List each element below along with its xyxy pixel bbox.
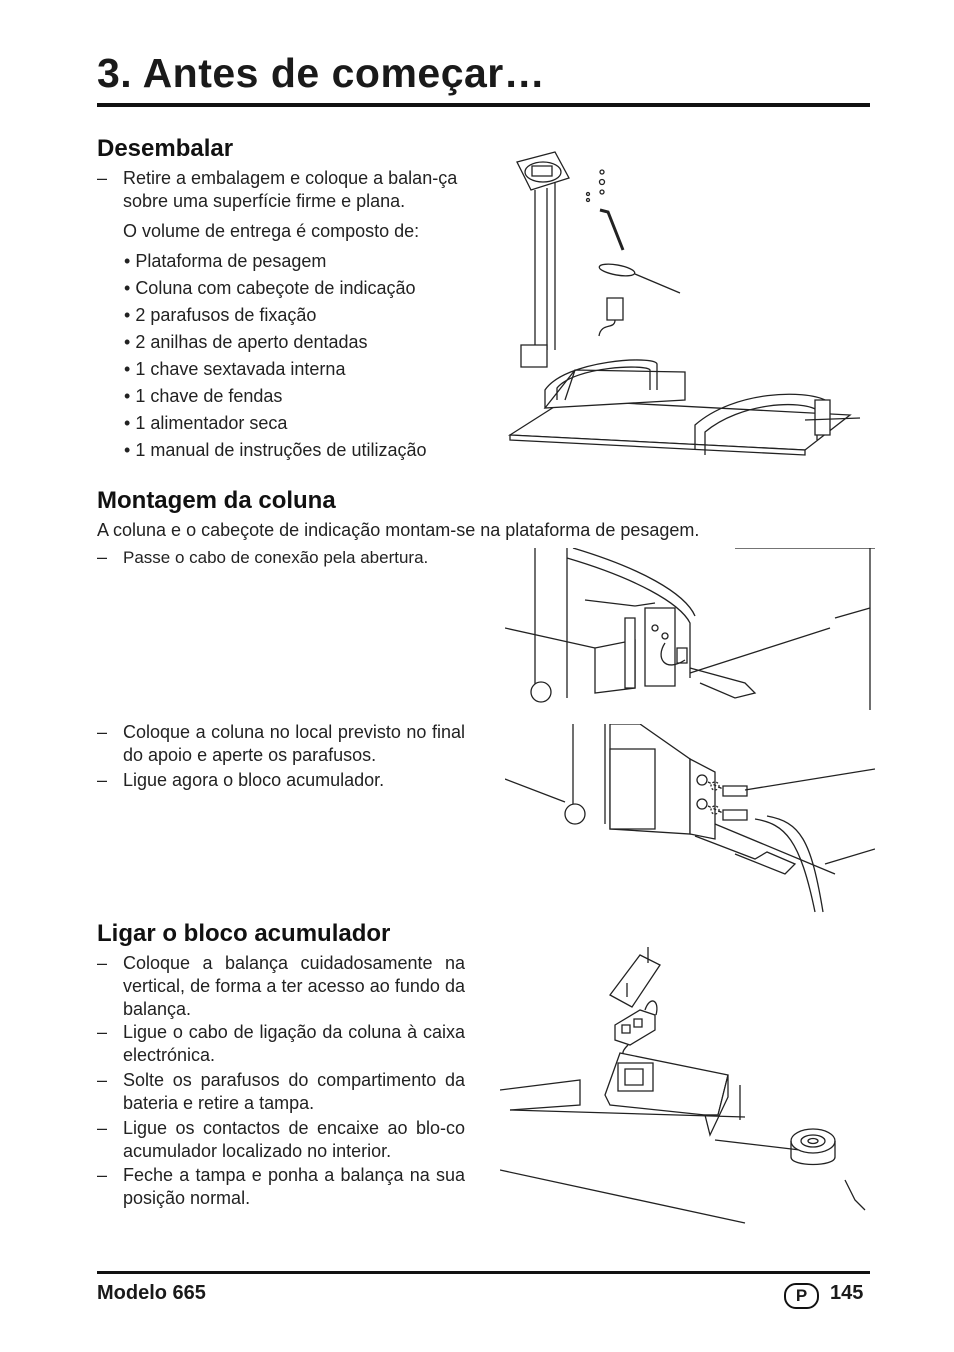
section-heading-battery: Ligar o bloco acumulador [97,920,391,947]
dash-marker: – [97,722,108,742]
battery-step [97,952,465,1021]
column-step-text: Ligue agora o bloco acumulador. [123,770,385,790]
delivery-intro: O volume de entrega é composto de: [123,221,420,241]
dash-marker: – [97,547,108,567]
footer-rule [97,1271,870,1274]
battery-compartment-illustration [500,945,870,1230]
battery-step [97,1164,465,1210]
list-item: • 1 alimentador seca [124,410,427,437]
dash-marker: – [97,1070,108,1090]
column-step [97,546,465,569]
column-step-text: Coloque a coluna no local previsto no final do apoio e aperte os parafusos. [123,722,465,765]
unpack-step-text: Retire a embalagem e coloque a balan-ça sobre uma superfície firme e plana. [123,168,458,211]
column-step [97,721,465,767]
list-item: • Coluna com cabeçote de indicação [124,275,427,302]
dash-marker: – [97,1022,108,1042]
list-item: • 1 chave sextavada interna [124,356,427,383]
dash-marker: – [97,953,108,973]
section-heading-column: Montagem da coluna [97,487,336,514]
column-intro: A coluna e o cabeçote de indicação montam-se na plataforma de pesagem. [97,520,700,540]
section-heading-unpack: Desembalar [97,135,234,162]
battery-step-text: Ligue o cabo de ligação da coluna à caixa electrónica. [123,1022,465,1065]
list-item: • 2 parafusos de fixação [124,302,427,329]
battery-step [97,1069,465,1115]
dash-marker: – [97,1118,108,1138]
column-screws-illustration [505,724,875,914]
list-item: • Plataforma de pesagem [124,248,427,275]
list-item: • 2 anilhas de aperto dentadas [124,329,427,356]
dash-marker: – [97,168,108,188]
battery-step [97,1021,465,1067]
column-step [97,769,465,792]
scale-unpacked-illustration [505,150,870,470]
list-item: • 1 chave de fendas [124,383,427,410]
battery-step-text: Ligue os contactos de encaixe ao blo-co acumulador localizado no interior. [123,1118,465,1161]
battery-step [97,1117,465,1163]
title-rule [97,103,870,107]
dash-marker: – [97,770,108,790]
dash-marker: – [97,1165,108,1185]
page-number: 145 [830,1282,864,1304]
language-badge: P [784,1283,819,1309]
unpack-step [97,167,465,213]
battery-step-text: Feche a tampa e ponha a balança na sua posição normal. [123,1165,465,1208]
battery-step-text: Solte os parafusos do compartimento da bateria e retire a tampa. [123,1070,465,1113]
page-title: 3. Antes de começar… [97,50,546,96]
footer-model-label: Modelo 665 [97,1282,206,1304]
list-item: • 1 manual de instruções de utilização [124,437,427,464]
cable-opening-illustration [505,548,875,710]
column-step-text: Passe o cabo de conexão pela abertura. [123,548,429,567]
battery-step-text: Coloque a balança cuidadosamente na vertical, de forma a ter acesso ao fundo da balança. [123,953,465,1019]
delivery-list [124,248,427,464]
